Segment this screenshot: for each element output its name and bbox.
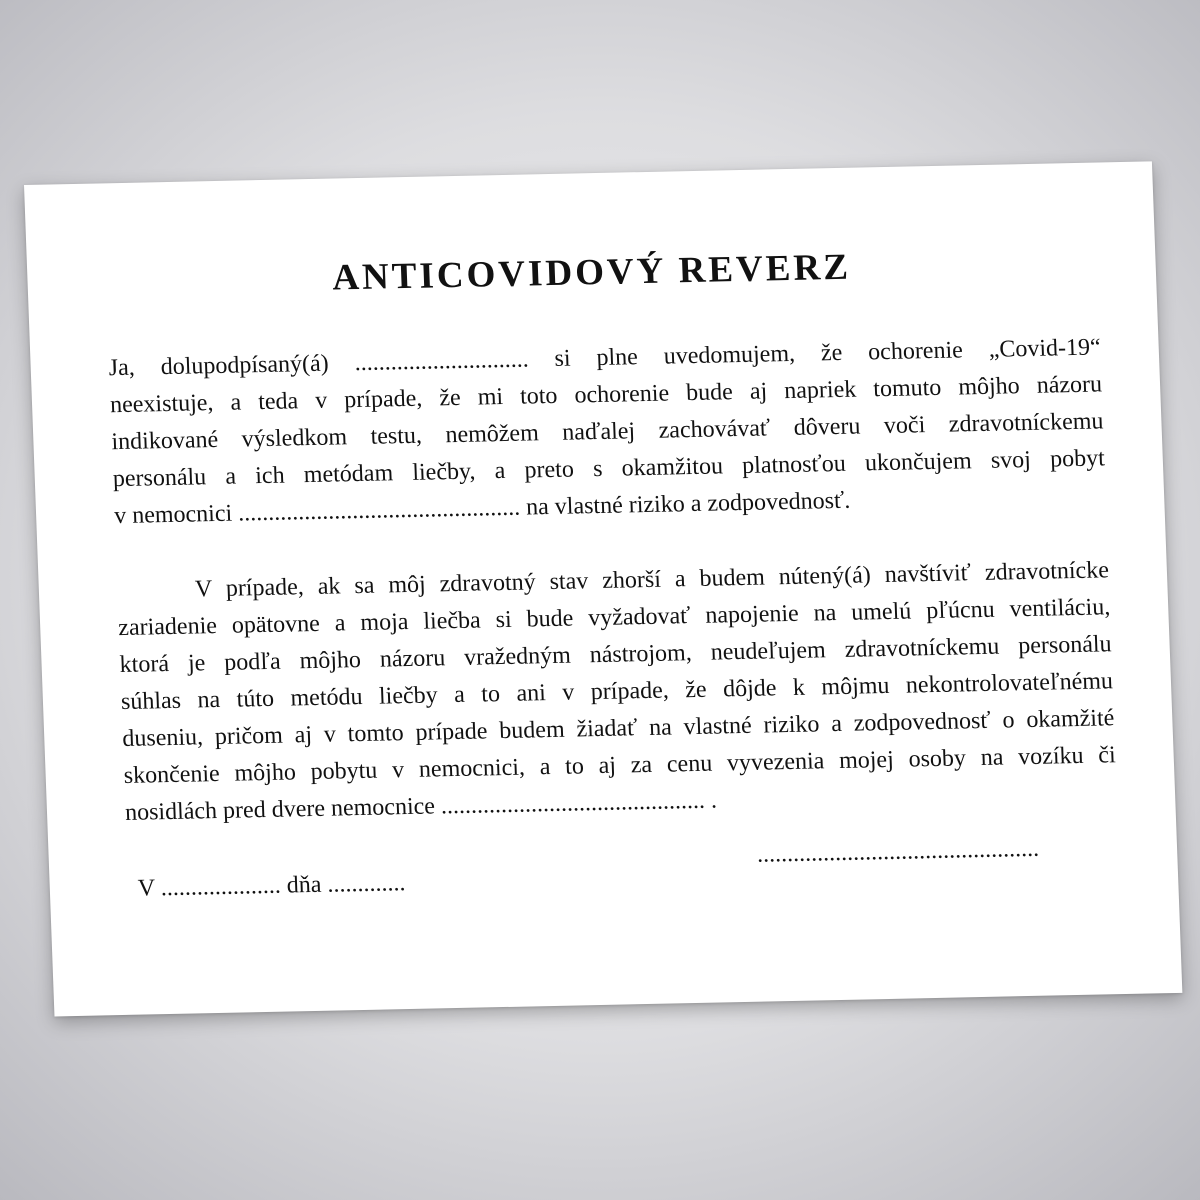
paragraph-ventilation-refusal xyxy=(116,552,1117,832)
text-line: skončenie môjho pobytu v nemocnici, a to aj za cenu vyvezenia mojej osoby na vozíku či xyxy=(123,742,1117,789)
text-line: personálu a ich metódam liečby, a preto s okamžitou platnosťou ukončujem svoj pobyt xyxy=(112,445,1106,493)
signature-line: ............................................... xyxy=(756,835,1040,868)
text-line: V prípade, ak sa môj zdravotný stav zhorší a budem nútený(á) navštíviť zdravotnícke xyxy=(194,557,1110,603)
document-title: ANTICOVIDOVÝ REVERZ xyxy=(331,246,852,299)
paragraph-declaration xyxy=(108,329,1107,535)
text-line: ktorá je podľa môjho názoru vražedným nástrojom, neudeľujem zdravotníckemu personálu xyxy=(119,631,1113,679)
text-line: Ja, dolupodpísaný(á) ............................. si plne uvedomujem, že ochorenie „Covid-19“ xyxy=(108,334,1102,382)
document-sheet xyxy=(24,161,1182,1016)
text-line: súhlas na túto metódu liečby a to ani v prípade, že dôjde k môjmu nekontrolovateľnému xyxy=(120,668,1114,716)
text-line: duseniu, pričom aj v tomto prípade budem žiadať na vlastné riziko a zodpovednosť o okamžité xyxy=(121,705,1115,752)
text-line: zariadenie opätovne a moja liečba si bude vyžadovať napojenie na umelú pľúcnu ventiláciu, xyxy=(117,594,1111,642)
text-line: neexistuje, a teda v prípade, že mi toto ochorenie bude aj napriek tomuto môjho názoru xyxy=(109,371,1103,419)
text-line: indikované výsledkom testu, nemôžem naďalej zachovávať dôveru voči zdravotníckemu xyxy=(111,408,1104,456)
text-line: v nemocnici ............................................... na vlastné riziko a zodpovednosť. xyxy=(113,487,851,530)
place-date-field: V .................... dňa ............. xyxy=(137,870,406,902)
text-line: nosidlách pred dvere nemocnice ............................................ . xyxy=(124,787,718,826)
